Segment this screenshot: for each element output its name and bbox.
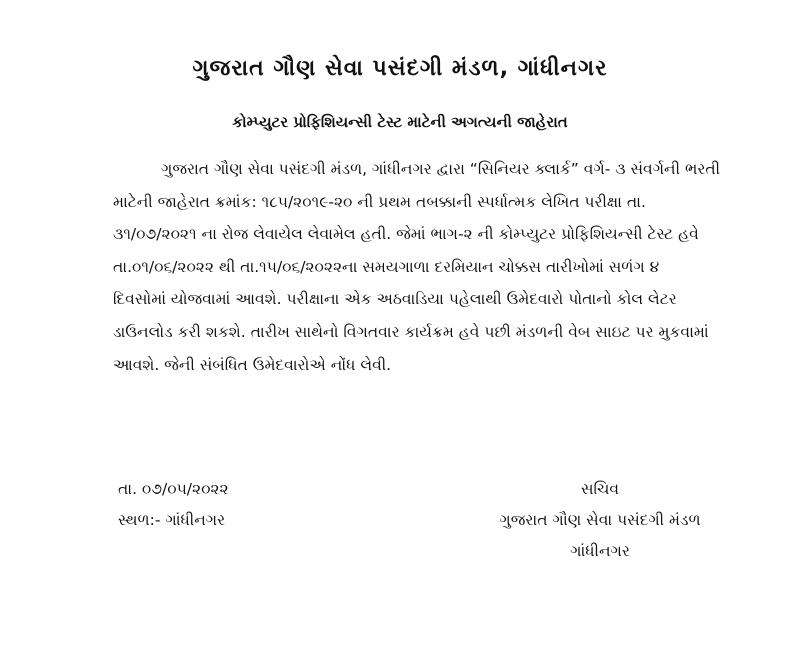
body-line: ડાઉનલોડ કરી શકશે. તારીખ સાથેનો વિગતવાર કાર્યક્રમ હવે પછી મંડળની વેબ સાઇટ પર મુકવામાં [113,322,709,341]
body-line: તા.૦૧/૦૬/૨૦૨૨ થી તા.૧૫/૦૬/૨૦૨૨ના સમયગાળા દરમિયાન ચોક્કસ તારીખોમાં સળંગ ૪ [113,257,660,276]
body-line: દિવસોમાં યોજવામાં આવશે. પરીક્ષાના એક અઠવાડિયા પહેલાથી ઉમેદવારો પોતાનો કોલ લેટર [113,290,677,309]
signatory-organization: ગુજરાત ગૌણ સેવા પસંદગી મંડળ [499,511,701,529]
signatory-title: સચિવ [580,480,620,498]
signatory-city: ગાંધીનગર [570,542,630,560]
body-line: માટેની જાહેરાત ક્રમાંક: ૧૮૫/૨૦૧૯-૨૦ ની પ્રથમ તબક્કાની સ્પર્ધાત્મક લેખિત પરીક્ષા તા. [113,192,646,211]
notice-place: સ્થળ:- ગાંધીનગર [118,511,226,529]
document-subtitle: કોમ્પ્યુટર પ્રોફિશિયન્સી ટેસ્ટ માટેની અગત્યની જાહેરાત [232,113,568,131]
body-line: આવશે. જેની સંબંધિત ઉમેદવારોએ નોંધ લેવી. [113,355,392,374]
notice-body [113,153,761,381]
body-line: ગુજરાત ગૌણ સેવા પસંદગી મંડળ, ગાંધીનગર દ્વારા “સિનિયર ક્લાર્ક” વર્ગ- ૩ સંવર્ગની ભરતી [161,160,721,178]
notice-date: તા. ૦૭/૦૫/૨૦૨૨ [118,480,229,498]
document-title: ગુજરાત ગૌણ સેવા પસંદગી મંડળ, ગાંધીનગર [192,56,608,81]
body-line: ૩૧/૦૭/૨૦૨૧ ના રોજ લેવાયેલ લેવામેલ હતી. જેમાં ભાગ-૨ ની કોમ્પ્યુટર પ્રોફિશિયન્સી ટેસ્ટ હવે [113,225,699,244]
